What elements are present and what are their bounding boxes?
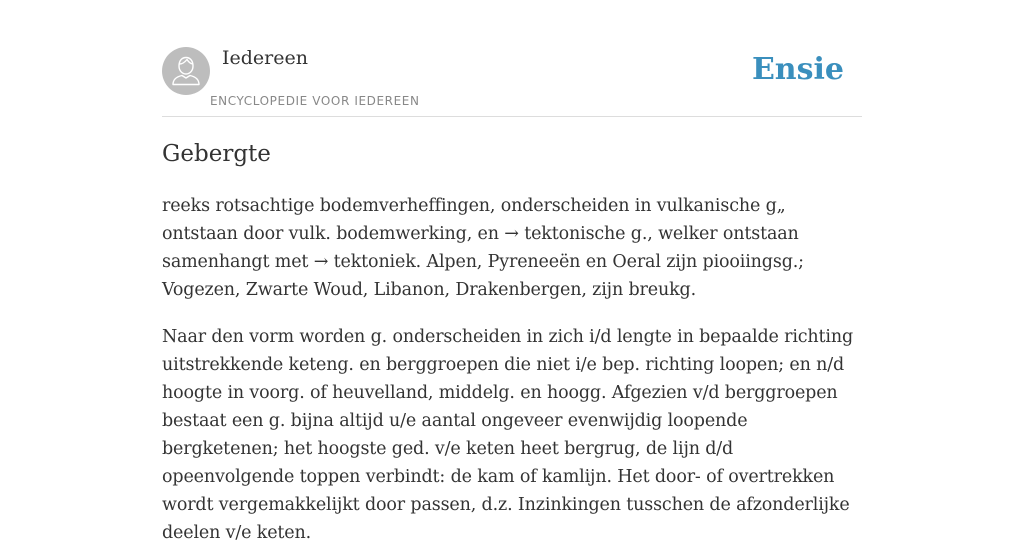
author-name[interactable]: Iedereen xyxy=(222,47,308,69)
site-header xyxy=(162,0,862,117)
article-paragraph: reeks rotsachtige bodemverheffingen, onderscheiden in vulkanische g„ ontstaan door vulk. bodemwerking, en → tektonische g., welker ontstaan samenhangt met → tektoniek. Alpen, Pyreneeën en Oeral zijn piooiingsg.; Vogezen, Zwarte Woud, Libanon, Drakenbergen, zijn breukg. xyxy=(162,196,804,300)
site-subtitle: ENCYCLOPEDIE VOOR IEDEREEN xyxy=(210,94,420,108)
article xyxy=(162,138,862,547)
brand-logo[interactable]: Ensie xyxy=(751,52,844,87)
avatar[interactable] xyxy=(162,47,210,95)
user-icon xyxy=(162,47,210,95)
page-title: Gebergte xyxy=(162,141,271,167)
article-paragraph: Naar den vorm worden g. onderscheiden in zich i/d lengte in bepaalde richting uitstrekkende keteng. en berggroepen die niet i/e bep. richting loopen; en n/d hoogte in voorg. of heuvelland, middelg. en hoogg. Afgezien v/d berggroepen bestaat een g. bijna altijd u/e aantal ongeveer evenwijdig loopende bergketenen; het hoogste ged. v/e keten heet bergrug, de lijn d/d opeenvolgende toppen verbindt: de kam of kamlijn. Het door- of overtrekken wordt vergemakkelijkt door passen, d.z. Inzinkingen tusschen de afzonderlijke deelen v/e keten. xyxy=(162,327,854,543)
